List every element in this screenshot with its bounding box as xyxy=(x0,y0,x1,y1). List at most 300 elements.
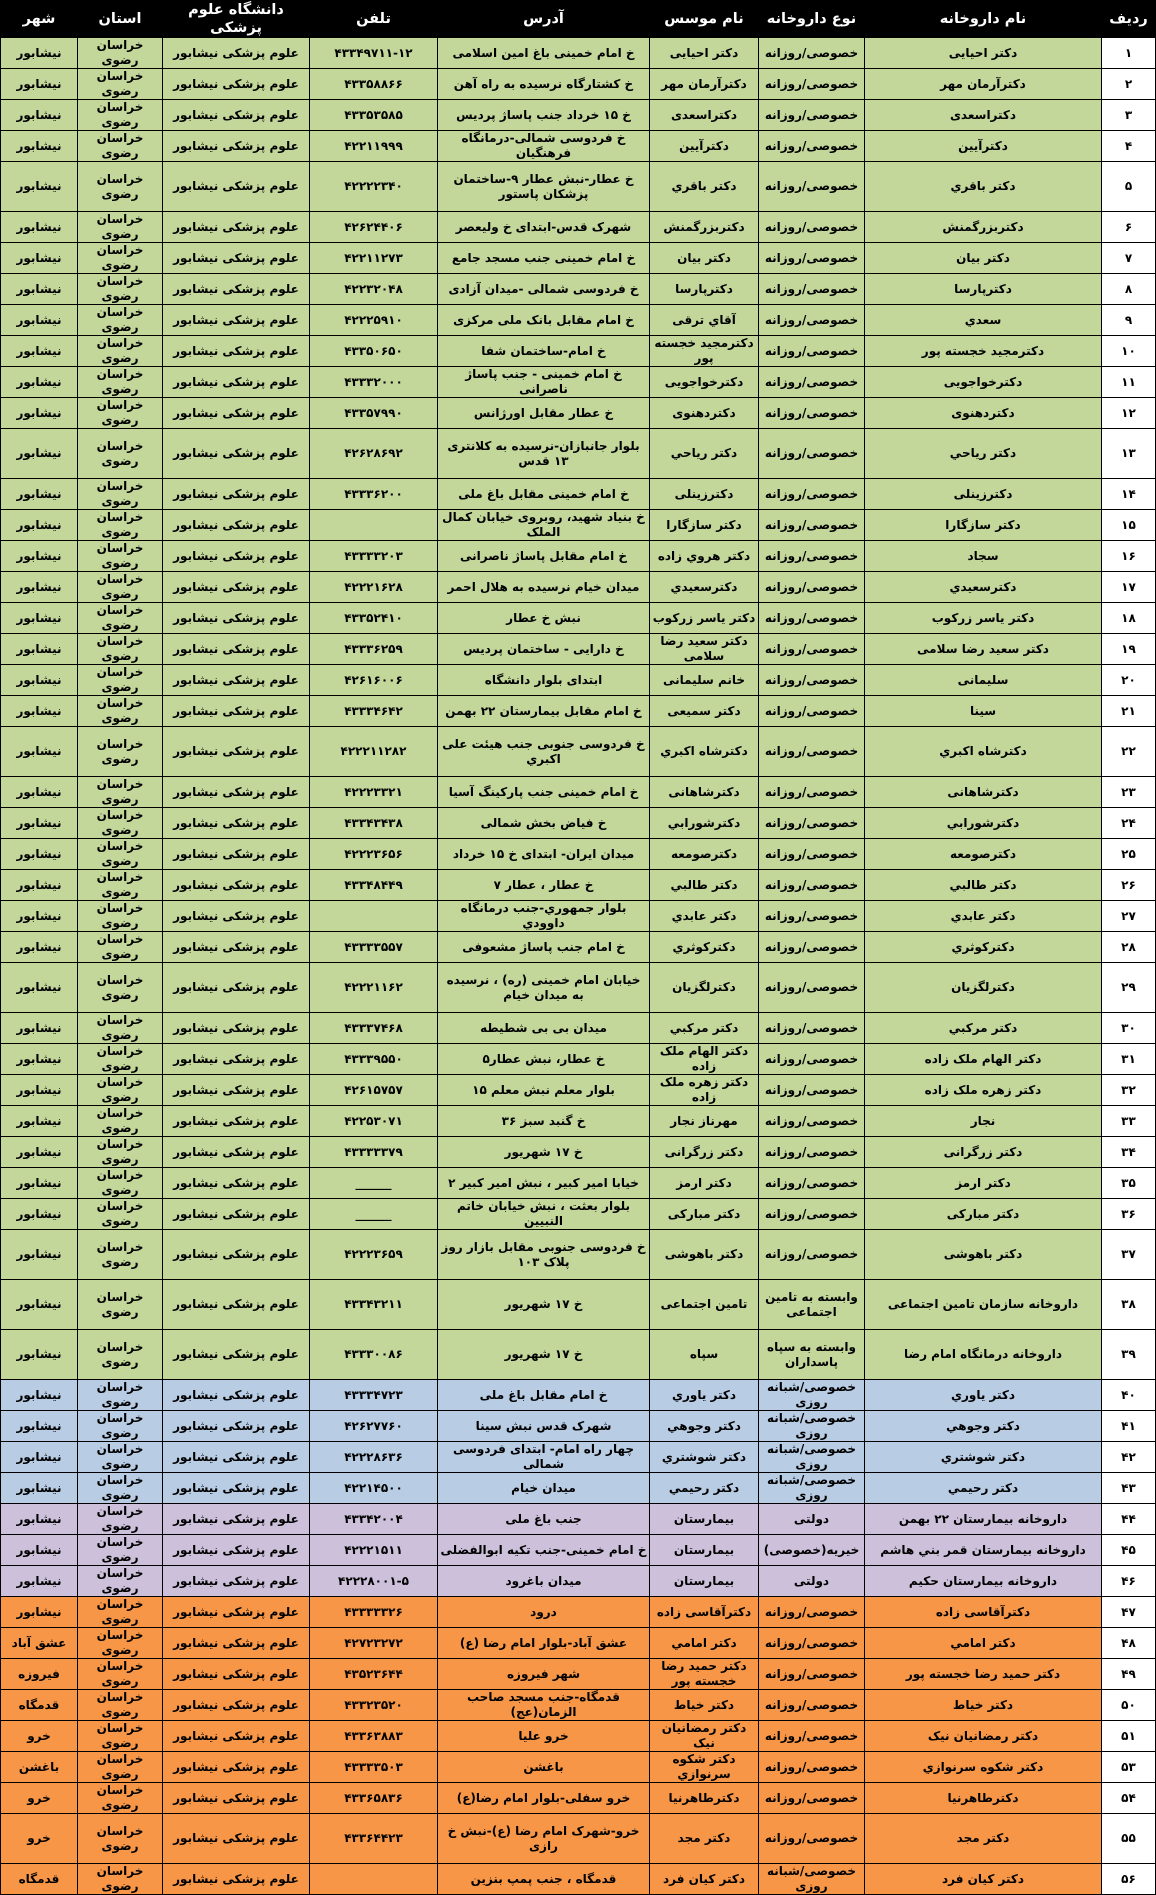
cell-city: نیشابور xyxy=(1,1330,78,1380)
table-row xyxy=(1,1199,1156,1230)
table-row xyxy=(1,603,1156,634)
cell-city: نیشابور xyxy=(1,212,78,243)
cell-address: خ امام مقابل بیمارستان ۲۲ بهمن xyxy=(438,696,650,727)
cell-university: علوم پزشکی نیشابور xyxy=(163,131,310,162)
cell-pharmacy-name: دکتر سازگارا xyxy=(865,510,1102,541)
cell-province: خراسان رضوی xyxy=(78,479,163,510)
cell-university: علوم پزشکی نیشابور xyxy=(163,243,310,274)
cell-city: نیشابور xyxy=(1,1597,78,1628)
cell-address: ابتدای بلوار دانشگاه xyxy=(438,665,650,696)
cell-pharmacy-name: نجار xyxy=(865,1106,1102,1137)
cell-province: خراسان رضوی xyxy=(78,1442,163,1473)
table-row xyxy=(1,1168,1156,1199)
cell-pharmacy-name: دکتر زرگرانی xyxy=(865,1137,1102,1168)
cell-pharmacy-name: سینا xyxy=(865,696,1102,727)
header-row-number: ردیف xyxy=(1102,1,1156,38)
cell-pharmacy-name: دکترشورابي xyxy=(865,808,1102,839)
cell-province: خراسان رضوی xyxy=(78,1504,163,1535)
cell-province: خراسان رضوی xyxy=(78,1106,163,1137)
cell-province: خراسان رضوی xyxy=(78,777,163,808)
cell-founder-name: دکتر عابدي xyxy=(650,901,759,932)
cell-address: باغشن xyxy=(438,1752,650,1783)
cell-founder-name: دکتر امامي xyxy=(650,1628,759,1659)
cell-pharmacy-name: دکترآقاسی زاده xyxy=(865,1597,1102,1628)
cell-phone: ۴۲۲۳۲۰۴۸ xyxy=(310,274,438,305)
cell-founder-name: مهرناز نجار xyxy=(650,1106,759,1137)
cell-phone: ۴۳۳۳۶۲۵۹ xyxy=(310,634,438,665)
cell-city: عشق آباد xyxy=(1,1628,78,1659)
cell-pharmacy-name: دکتر مجد xyxy=(865,1814,1102,1864)
cell-founder-name: دکتر مجد xyxy=(650,1814,759,1864)
cell-address: میدان خیام xyxy=(438,1473,650,1504)
cell-address: خ بنیاد شهید، روبروی خیابان کمال الملک xyxy=(438,510,650,541)
cell-founder-name: دکترطاهرنیا xyxy=(650,1783,759,1814)
cell-university: علوم پزشکی نیشابور xyxy=(163,1566,310,1597)
header-university: دانشگاه علوم پزشکی xyxy=(163,1,310,38)
cell-founder-name: دکترکوثري xyxy=(650,932,759,963)
header-city: شهر xyxy=(1,1,78,38)
cell-phone: ۴۳۳۳۲۰۰۰ xyxy=(310,367,438,398)
cell-address: خ دارایی - ساختمان پردیس xyxy=(438,634,650,665)
cell-pharmacy-type: خصوصی/شبانه روزی xyxy=(759,1380,865,1411)
cell-row-number: ۴۱ xyxy=(1102,1411,1156,1442)
cell-address: خ فردوسی جنوبی مقابل بازار روز پلاک ۱۰۳ xyxy=(438,1230,650,1280)
cell-phone: ۴۳۳۵۷۹۹۰ xyxy=(310,398,438,429)
cell-city: نیشابور xyxy=(1,274,78,305)
cell-province: خراسان رضوی xyxy=(78,243,163,274)
cell-province: خراسان رضوی xyxy=(78,274,163,305)
cell-pharmacy-type: خصوصی/روزانه xyxy=(759,274,865,305)
cell-address: خ امام جنب پاساژ مشعوفی xyxy=(438,932,650,963)
cell-founder-name: بیمارستان xyxy=(650,1535,759,1566)
cell-province: خراسان رضوی xyxy=(78,541,163,572)
table-row xyxy=(1,100,1156,131)
cell-phone: ______ xyxy=(310,1168,438,1199)
cell-founder-name: دکترشاه اکبري xyxy=(650,727,759,777)
cell-pharmacy-type: خصوصی/روزانه xyxy=(759,1106,865,1137)
table-row xyxy=(1,429,1156,479)
cell-pharmacy-name: دکتر سعید رضا سلامی xyxy=(865,634,1102,665)
cell-founder-name: بیمارستان xyxy=(650,1504,759,1535)
table-row xyxy=(1,870,1156,901)
cell-pharmacy-name: دکتراسعدی xyxy=(865,100,1102,131)
cell-province: خراسان رضوی xyxy=(78,808,163,839)
table-row xyxy=(1,1659,1156,1690)
cell-university: علوم پزشکی نیشابور xyxy=(163,1814,310,1864)
cell-city: نیشابور xyxy=(1,367,78,398)
cell-founder-name: دکتر طالبي xyxy=(650,870,759,901)
table-row xyxy=(1,1721,1156,1752)
cell-pharmacy-type: خصوصی/روزانه xyxy=(759,1659,865,1690)
cell-address: خ امام مقابل بانک ملی مرکزی xyxy=(438,305,650,336)
cell-row-number: ۲۰ xyxy=(1102,665,1156,696)
table-row xyxy=(1,1473,1156,1504)
cell-pharmacy-type: خصوصی/روزانه xyxy=(759,541,865,572)
cell-row-number: ۱۷ xyxy=(1102,572,1156,603)
cell-pharmacy-name: دکترسعیدي xyxy=(865,572,1102,603)
cell-city: نیشابور xyxy=(1,162,78,212)
cell-pharmacy-name: دکترخواجویی xyxy=(865,367,1102,398)
cell-province: خراسان رضوی xyxy=(78,212,163,243)
cell-row-number: ۱ xyxy=(1102,38,1156,69)
cell-pharmacy-type: خصوصی/روزانه xyxy=(759,510,865,541)
cell-province: خراسان رضوی xyxy=(78,727,163,777)
cell-university: علوم پزشکی نیشابور xyxy=(163,367,310,398)
cell-pharmacy-name: داروخانه بیمارستان ۲۲ بهمن xyxy=(865,1504,1102,1535)
cell-address: خ فردوسی شمالی -میدان آزادی xyxy=(438,274,650,305)
cell-founder-name: دکترمجید خجسته پور xyxy=(650,336,759,367)
cell-university: علوم پزشکی نیشابور xyxy=(163,1168,310,1199)
cell-phone: ۴۲۲۲۳۶۵۹ xyxy=(310,1230,438,1280)
table-row xyxy=(1,1504,1156,1535)
cell-row-number: ۴۴ xyxy=(1102,1504,1156,1535)
cell-pharmacy-name: دکتر رحیمي xyxy=(865,1473,1102,1504)
cell-phone: ۴۲۲۱۴۵۰۰ xyxy=(310,1473,438,1504)
cell-founder-name: دکتر بیان xyxy=(650,243,759,274)
cell-province: خراسان رضوی xyxy=(78,1199,163,1230)
cell-province: خراسان رضوی xyxy=(78,1783,163,1814)
table-row xyxy=(1,336,1156,367)
cell-pharmacy-type: خصوصی/روزانه xyxy=(759,1597,865,1628)
cell-phone: ۴۳۳۳۳۵۵۷ xyxy=(310,932,438,963)
cell-founder-name: دکتر حمید رضا خجسته پور xyxy=(650,1659,759,1690)
cell-university: علوم پزشکی نیشابور xyxy=(163,510,310,541)
table-row xyxy=(1,243,1156,274)
header-province: استان xyxy=(78,1,163,38)
cell-pharmacy-type: خصوصی/روزانه xyxy=(759,131,865,162)
cell-city: قدمگاه xyxy=(1,1864,78,1895)
cell-phone xyxy=(310,510,438,541)
cell-province: خراسان رضوی xyxy=(78,336,163,367)
cell-founder-name: آقاي ترقی xyxy=(650,305,759,336)
cell-province: خراسان رضوی xyxy=(78,38,163,69)
cell-phone: ۴۳۳۶۵۸۳۶ xyxy=(310,1783,438,1814)
cell-founder-name: دکتر هروي زاده xyxy=(650,541,759,572)
cell-university: علوم پزشکی نیشابور xyxy=(163,1690,310,1721)
cell-address: خ امام خمینی باغ امین اسلامی xyxy=(438,38,650,69)
cell-phone xyxy=(310,1864,438,1895)
cell-province: خراسان رضوی xyxy=(78,932,163,963)
table-row xyxy=(1,665,1156,696)
cell-pharmacy-type: خصوصی/روزانه xyxy=(759,839,865,870)
cell-pharmacy-name: دکتر باهوشی xyxy=(865,1230,1102,1280)
cell-city: نیشابور xyxy=(1,808,78,839)
cell-city: نیشابور xyxy=(1,1106,78,1137)
header-phone: تلفن xyxy=(310,1,438,38)
cell-pharmacy-type: خصوصی/روزانه xyxy=(759,603,865,634)
cell-row-number: ۴۹ xyxy=(1102,1659,1156,1690)
table-row xyxy=(1,1330,1156,1380)
table-row xyxy=(1,1597,1156,1628)
cell-pharmacy-name: دکتردهنوی xyxy=(865,398,1102,429)
table-row xyxy=(1,1535,1156,1566)
cell-pharmacy-type: خصوصی/روزانه xyxy=(759,1013,865,1044)
cell-address: جنب باغ ملی xyxy=(438,1504,650,1535)
cell-province: خراسان رضوی xyxy=(78,839,163,870)
cell-address: شهرک قدس-ابتدای خ ولیعصر xyxy=(438,212,650,243)
cell-address: خرو-شهرک امام رضا (ع)-نبش خ رازی xyxy=(438,1814,650,1864)
cell-university: علوم پزشکی نیشابور xyxy=(163,1075,310,1106)
cell-university: علوم پزشکی نیشابور xyxy=(163,870,310,901)
cell-university: علوم پزشکی نیشابور xyxy=(163,69,310,100)
cell-pharmacy-name: دکترشاهانی xyxy=(865,777,1102,808)
cell-phone: ۴۳۳۳۷۴۶۸ xyxy=(310,1013,438,1044)
cell-phone: ۴۳۳۳۳۳۲۶ xyxy=(310,1597,438,1628)
cell-phone: ۴۲۲۲۳۶۵۶ xyxy=(310,839,438,870)
cell-province: خراسان رضوی xyxy=(78,1280,163,1330)
table-row xyxy=(1,1411,1156,1442)
cell-founder-name: دکتر مبارکی xyxy=(650,1199,759,1230)
cell-founder-name: دکتر زهره ملک زاده xyxy=(650,1075,759,1106)
cell-province: خراسان رضوی xyxy=(78,1044,163,1075)
table-row xyxy=(1,696,1156,727)
cell-city: نیشابور xyxy=(1,777,78,808)
table-body xyxy=(1,38,1156,1895)
cell-phone: ۴۳۳۲۳۵۲۰ xyxy=(310,1690,438,1721)
cell-pharmacy-name: دکتر حمید رضا خجسته پور xyxy=(865,1659,1102,1690)
cell-pharmacy-type: خصوصی/روزانه xyxy=(759,696,865,727)
cell-pharmacy-type: خصوصی/روزانه xyxy=(759,870,865,901)
cell-province: خراسان رضوی xyxy=(78,1330,163,1380)
cell-city: خرو xyxy=(1,1814,78,1864)
cell-pharmacy-type: خصوصی/روزانه xyxy=(759,243,865,274)
cell-pharmacy-name: دکتر بیان xyxy=(865,243,1102,274)
table-row xyxy=(1,479,1156,510)
cell-city: فیروزه xyxy=(1,1659,78,1690)
cell-province: خراسان رضوی xyxy=(78,131,163,162)
cell-pharmacy-name: دکتر یاوري xyxy=(865,1380,1102,1411)
cell-pharmacy-name: دکترمجید خجسته پور xyxy=(865,336,1102,367)
cell-founder-name: دکترلگزیان xyxy=(650,963,759,1013)
cell-city: نیشابور xyxy=(1,1442,78,1473)
cell-pharmacy-name: دکتر یاسر زرکوب xyxy=(865,603,1102,634)
cell-founder-name: دکتر سمیعی xyxy=(650,696,759,727)
cell-row-number: ۳ xyxy=(1102,100,1156,131)
cell-university: علوم پزشکی نیشابور xyxy=(163,1864,310,1895)
cell-city: نیشابور xyxy=(1,727,78,777)
cell-university: علوم پزشکی نیشابور xyxy=(163,1597,310,1628)
cell-province: خراسان رضوی xyxy=(78,69,163,100)
cell-row-number: ۴۳ xyxy=(1102,1473,1156,1504)
cell-pharmacy-name: دکتر ریاحي xyxy=(865,429,1102,479)
cell-row-number: ۹ xyxy=(1102,305,1156,336)
cell-city: نیشابور xyxy=(1,69,78,100)
cell-pharmacy-name: دکتر طالبي xyxy=(865,870,1102,901)
cell-province: خراسان رضوی xyxy=(78,1814,163,1864)
cell-phone: ۴۲۲۱۱۲۷۳ xyxy=(310,243,438,274)
cell-city: نیشابور xyxy=(1,1566,78,1597)
cell-phone: ۴۲۲۲۲۳۴۰ xyxy=(310,162,438,212)
table-row xyxy=(1,1783,1156,1814)
cell-phone: ۴۳۳۳۴۷۲۳ xyxy=(310,1380,438,1411)
cell-phone: ۴۳۳۵۸۸۶۶ xyxy=(310,69,438,100)
cell-row-number: ۴۲ xyxy=(1102,1442,1156,1473)
table-row xyxy=(1,572,1156,603)
table-row xyxy=(1,305,1156,336)
cell-pharmacy-type: خصوصی/روزانه xyxy=(759,1628,865,1659)
cell-row-number: ۴۶ xyxy=(1102,1566,1156,1597)
cell-row-number: ۳۴ xyxy=(1102,1137,1156,1168)
cell-university: علوم پزشکی نیشابور xyxy=(163,1504,310,1535)
cell-phone: ۴۳۳۶۴۴۲۳ xyxy=(310,1814,438,1864)
cell-city: نیشابور xyxy=(1,131,78,162)
cell-university: علوم پزشکی نیشابور xyxy=(163,212,310,243)
table-row xyxy=(1,398,1156,429)
cell-province: خراسان رضوی xyxy=(78,963,163,1013)
cell-row-number: ۴۵ xyxy=(1102,1535,1156,1566)
cell-address: نبش خ عطار xyxy=(438,603,650,634)
cell-province: خراسان رضوی xyxy=(78,603,163,634)
cell-university: علوم پزشکی نیشابور xyxy=(163,1013,310,1044)
cell-city: نیشابور xyxy=(1,1137,78,1168)
cell-founder-name: دکترخواجویی xyxy=(650,367,759,398)
cell-pharmacy-type: خصوصی/روزانه xyxy=(759,1721,865,1752)
cell-founder-name: دکترصومعه xyxy=(650,839,759,870)
table-row xyxy=(1,1864,1156,1895)
cell-founder-name: خانم سلیمانی xyxy=(650,665,759,696)
cell-province: خراسان رضوی xyxy=(78,100,163,131)
cell-pharmacy-type: وابسته به سپاه پاسداران xyxy=(759,1330,865,1380)
cell-phone: ۴۳۳۴۹۷۱۱-۱۲ xyxy=(310,38,438,69)
cell-university: علوم پزشکی نیشابور xyxy=(163,1106,310,1137)
cell-row-number: ۷ xyxy=(1102,243,1156,274)
cell-province: خراسان رضوی xyxy=(78,1659,163,1690)
cell-pharmacy-name: دکتر شکوه سرنوازي xyxy=(865,1752,1102,1783)
cell-address: قدمگاه ، جنب پمپ بنزین xyxy=(438,1864,650,1895)
cell-address: خرو سفلی-بلوار امام رضا(ع) xyxy=(438,1783,650,1814)
cell-university: علوم پزشکی نیشابور xyxy=(163,634,310,665)
cell-founder-name: دکترآقاسی زاده xyxy=(650,1597,759,1628)
cell-pharmacy-name: دکتر باقري xyxy=(865,162,1102,212)
cell-city: نیشابور xyxy=(1,1473,78,1504)
cell-address: خیابا امیر کبیر ، نبش امیر کبیر ۲ xyxy=(438,1168,650,1199)
cell-founder-name: دکتر شکوه سرنوازي xyxy=(650,1752,759,1783)
cell-row-number: ۱۱ xyxy=(1102,367,1156,398)
cell-pharmacy-type: خصوصی/روزانه xyxy=(759,634,865,665)
cell-province: خراسان رضوی xyxy=(78,429,163,479)
cell-address: میدان خیام نرسیده به هلال احمر xyxy=(438,572,650,603)
cell-row-number: ۲۷ xyxy=(1102,901,1156,932)
cell-address: عشق آباد-بلوار امام رضا (ع) xyxy=(438,1628,650,1659)
cell-province: خراسان رضوی xyxy=(78,1566,163,1597)
cell-city: خرو xyxy=(1,1783,78,1814)
cell-province: خراسان رضوی xyxy=(78,634,163,665)
cell-row-number: ۵۳ xyxy=(1102,1752,1156,1783)
cell-university: علوم پزشکی نیشابور xyxy=(163,1330,310,1380)
cell-pharmacy-name: دکترپارسا xyxy=(865,274,1102,305)
cell-city: نیشابور xyxy=(1,305,78,336)
cell-pharmacy-type: خصوصی/روزانه xyxy=(759,212,865,243)
cell-university: علوم پزشکی نیشابور xyxy=(163,1137,310,1168)
cell-row-number: ۶ xyxy=(1102,212,1156,243)
cell-city: نیشابور xyxy=(1,901,78,932)
cell-university: علوم پزشکی نیشابور xyxy=(163,38,310,69)
cell-university: علوم پزشکی نیشابور xyxy=(163,777,310,808)
cell-university: علوم پزشکی نیشابور xyxy=(163,932,310,963)
cell-university: علوم پزشکی نیشابور xyxy=(163,727,310,777)
cell-founder-name: دکتر ریاحي xyxy=(650,429,759,479)
cell-pharmacy-type: خیریه(خصوصی) xyxy=(759,1535,865,1566)
cell-address: بلوار بعثت ، نبش خیابان خاتم النبیین xyxy=(438,1199,650,1230)
cell-city: قدمگاه xyxy=(1,1690,78,1721)
cell-row-number: ۱۵ xyxy=(1102,510,1156,541)
cell-pharmacy-type: خصوصی/روزانه xyxy=(759,727,865,777)
cell-university: علوم پزشکی نیشابور xyxy=(163,162,310,212)
cell-phone xyxy=(310,901,438,932)
cell-pharmacy-name: دکترزینلی xyxy=(865,479,1102,510)
cell-address: خ امام خمینی جنب مسجد جامع xyxy=(438,243,650,274)
cell-address: خ امام مقابل باغ ملی xyxy=(438,1380,650,1411)
cell-address: خ فردوسی جنوبی جنب هیئت علی اکبري xyxy=(438,727,650,777)
cell-phone: ۴۲۶۱۵۷۵۷ xyxy=(310,1075,438,1106)
cell-pharmacy-name: دکتر الهام ملک زاده xyxy=(865,1044,1102,1075)
cell-phone: ۴۳۳۵۰۶۵۰ xyxy=(310,336,438,367)
cell-founder-name: دکتربزرگمنش xyxy=(650,212,759,243)
cell-founder-name: دکتر شوشتري xyxy=(650,1442,759,1473)
cell-province: خراسان رضوی xyxy=(78,367,163,398)
table-row xyxy=(1,1752,1156,1783)
cell-row-number: ۴ xyxy=(1102,131,1156,162)
cell-row-number: ۳۱ xyxy=(1102,1044,1156,1075)
cell-province: خراسان رضوی xyxy=(78,305,163,336)
cell-city: خرو xyxy=(1,1721,78,1752)
cell-province: خراسان رضوی xyxy=(78,901,163,932)
cell-pharmacy-type: خصوصی/روزانه xyxy=(759,336,865,367)
cell-row-number: ۵ xyxy=(1102,162,1156,212)
table-row xyxy=(1,1690,1156,1721)
cell-founder-name: دکترزینلی xyxy=(650,479,759,510)
cell-city: نیشابور xyxy=(1,1280,78,1330)
table-row xyxy=(1,808,1156,839)
cell-founder-name: دکترشورابي xyxy=(650,808,759,839)
cell-city: نیشابور xyxy=(1,541,78,572)
cell-pharmacy-type: خصوصی/روزانه xyxy=(759,398,865,429)
cell-city: نیشابور xyxy=(1,963,78,1013)
cell-founder-name: دکتر سعید رضا سلامی xyxy=(650,634,759,665)
cell-row-number: ۲۶ xyxy=(1102,870,1156,901)
cell-pharmacy-type: وابسته به تامین اجتماعی xyxy=(759,1280,865,1330)
cell-pharmacy-type: خصوصی/روزانه xyxy=(759,808,865,839)
cell-row-number: ۵۰ xyxy=(1102,1690,1156,1721)
cell-city: نیشابور xyxy=(1,603,78,634)
cell-university: علوم پزشکی نیشابور xyxy=(163,901,310,932)
cell-province: خراسان رضوی xyxy=(78,510,163,541)
cell-city: نیشابور xyxy=(1,572,78,603)
cell-city: نیشابور xyxy=(1,1013,78,1044)
cell-university: علوم پزشکی نیشابور xyxy=(163,398,310,429)
cell-pharmacy-type: خصوصی/روزانه xyxy=(759,1230,865,1280)
cell-row-number: ۴۸ xyxy=(1102,1628,1156,1659)
cell-pharmacy-type: خصوصی/روزانه xyxy=(759,1075,865,1106)
cell-pharmacy-name: دکترکوثري xyxy=(865,932,1102,963)
table-row xyxy=(1,1013,1156,1044)
cell-university: علوم پزشکی نیشابور xyxy=(163,305,310,336)
cell-city: نیشابور xyxy=(1,1199,78,1230)
table-row xyxy=(1,367,1156,398)
table-row xyxy=(1,1628,1156,1659)
table-row xyxy=(1,212,1156,243)
cell-city: نیشابور xyxy=(1,1504,78,1535)
cell-phone: ۴۲۶۲۴۴۰۶ xyxy=(310,212,438,243)
cell-pharmacy-type: خصوصی/روزانه xyxy=(759,1814,865,1864)
cell-pharmacy-name: سعدي xyxy=(865,305,1102,336)
cell-founder-name: دکتر رحیمي xyxy=(650,1473,759,1504)
cell-address: درود xyxy=(438,1597,650,1628)
cell-pharmacy-name: دکتر وجوهي xyxy=(865,1411,1102,1442)
cell-address: خرو علیا xyxy=(438,1721,650,1752)
cell-row-number: ۱۸ xyxy=(1102,603,1156,634)
table-row xyxy=(1,510,1156,541)
